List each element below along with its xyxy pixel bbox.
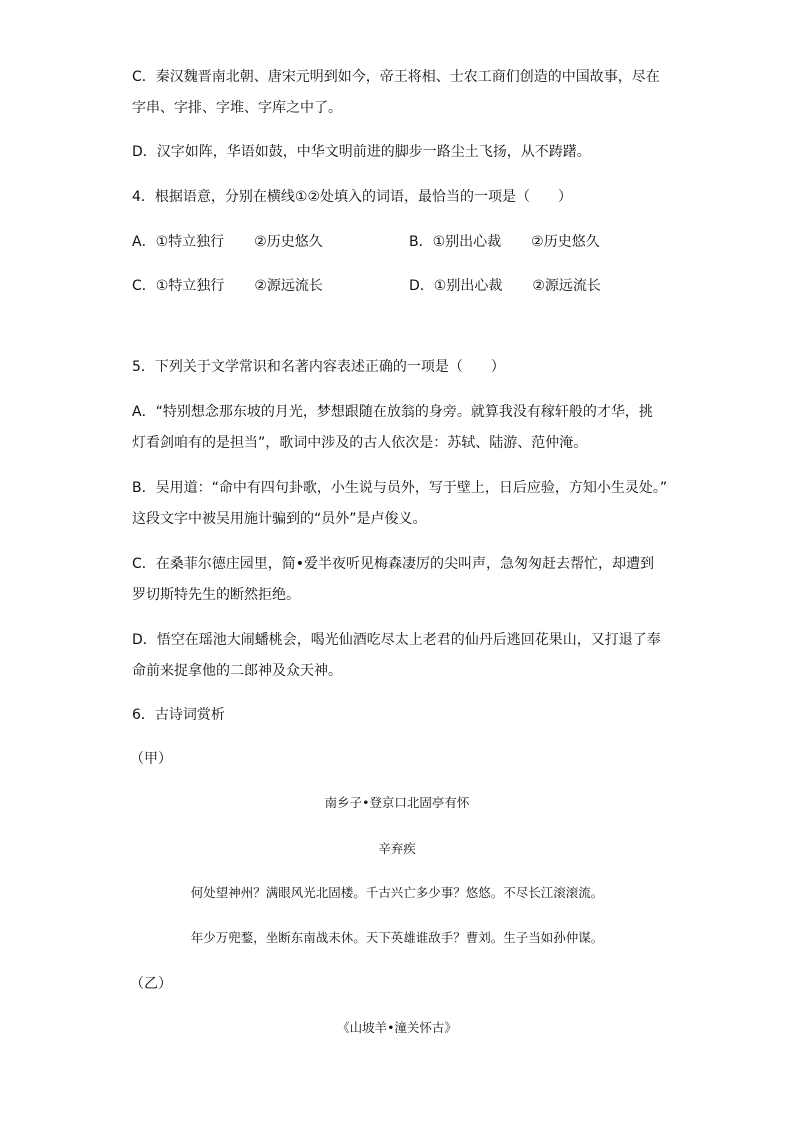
q4-option-c-letter: C．: [132, 278, 156, 294]
poem-b-title: 《山坡羊•潼关怀古》: [337, 1020, 457, 1035]
q3-option-d: D．汉字如阵，华语如鼓，中华文明前进的脚步一路尘土飞扬，从不踌躇。: [132, 144, 591, 160]
q4-option-b-letter: B．: [409, 234, 433, 250]
q4-option-a-letter: A．: [132, 234, 156, 250]
q4-stem: 4．根据语意，分别在横线①②处填入的词语，最恰当的一项是（ ）: [132, 189, 573, 205]
q6-part-b-label: （乙）: [130, 976, 172, 992]
q4-option-b: [409, 233, 600, 251]
q4-option-d-letter: D．: [409, 278, 434, 294]
q3-option-c-line2: 字串、字排、字堆、字库之中了。: [132, 100, 342, 116]
q5-option-c-line1: C．在桑菲尔德庄园里，简•爱半夜听见梅森凄厉的尖叫声，急匆匆赶去帮忙，却遭到: [132, 556, 655, 572]
q4-option-d: [409, 277, 601, 295]
q4-option-c-word2: ②源远流长: [254, 278, 323, 294]
q4-option-d-word2: ②源远流长: [532, 278, 601, 294]
q5-option-b-line2: 这段文字中被吴用施计骗到的“员外”是卢俊义。: [132, 511, 427, 527]
q4-option-b-word2: ②历史悠久: [531, 234, 600, 250]
q5-option-c-line2: 罗切斯特先生的断然拒绝。: [132, 587, 300, 603]
q5-option-a-line2: 灯看剑咱有的是担当”，歌词中涉及的古人依次是：苏轼、陆游、范仲淹。: [132, 435, 588, 451]
q5-stem: 5．下列关于文学常识和名著内容表述正确的一项是（ ）: [132, 359, 505, 375]
poem-a-line1: 何处望神州？满眼风光北固楼。千古兴亡多少事？悠悠。不尽长江滚滚流。: [190, 885, 604, 900]
poem-a-line2: 年少万兜鍪，坐断东南战未休。天下英雄谁敌手？曹刘。生子当如孙仲谋。: [190, 930, 604, 945]
q6-part-a-label: （甲）: [130, 751, 172, 767]
q4-option-c: [132, 277, 323, 295]
q4-option-a-word2: ②历史悠久: [254, 234, 323, 250]
q6-title: 6．古诗词赏析: [132, 707, 225, 723]
q5-option-d-line1: D．悟空在瑶池大闹蟠桃会，喝光仙酒吃尽太上老君的仙丹后逃回花果山，又打退了奉: [132, 632, 661, 648]
q4-option-b-word1: ①别出心裁: [432, 234, 502, 250]
poem-a-author: 辛弃疾: [378, 841, 416, 856]
q4-option-a-word1: ①特立独行: [155, 234, 225, 250]
q3-option-c-line1: C．秦汉魏晋南北朝、唐宋元明到如今，帝王将相、士农工商们创造的中国故事，尽在: [132, 69, 660, 85]
q4-option-d-word1: ①别出心裁: [433, 278, 503, 294]
q5-option-a-line1: A．“特别想念那东坡的月光，梦想跟随在放翁的身旁。就算我没有稼轩般的才华，挑: [132, 404, 653, 420]
q4-option-a: [132, 233, 323, 251]
poem-a-title: 南乡子•登京口北固亭有怀: [324, 795, 470, 810]
q4-option-c-word1: ①特立独行: [155, 278, 225, 294]
q5-option-b-line1: B．吴用道：“命中有四句卦歌，小生说与员外，写于壁上，日后应验，方知小生灵处。”: [132, 480, 668, 496]
q5-option-d-line2: 命前来捉拿他的二郎神及众天神。: [132, 663, 342, 679]
